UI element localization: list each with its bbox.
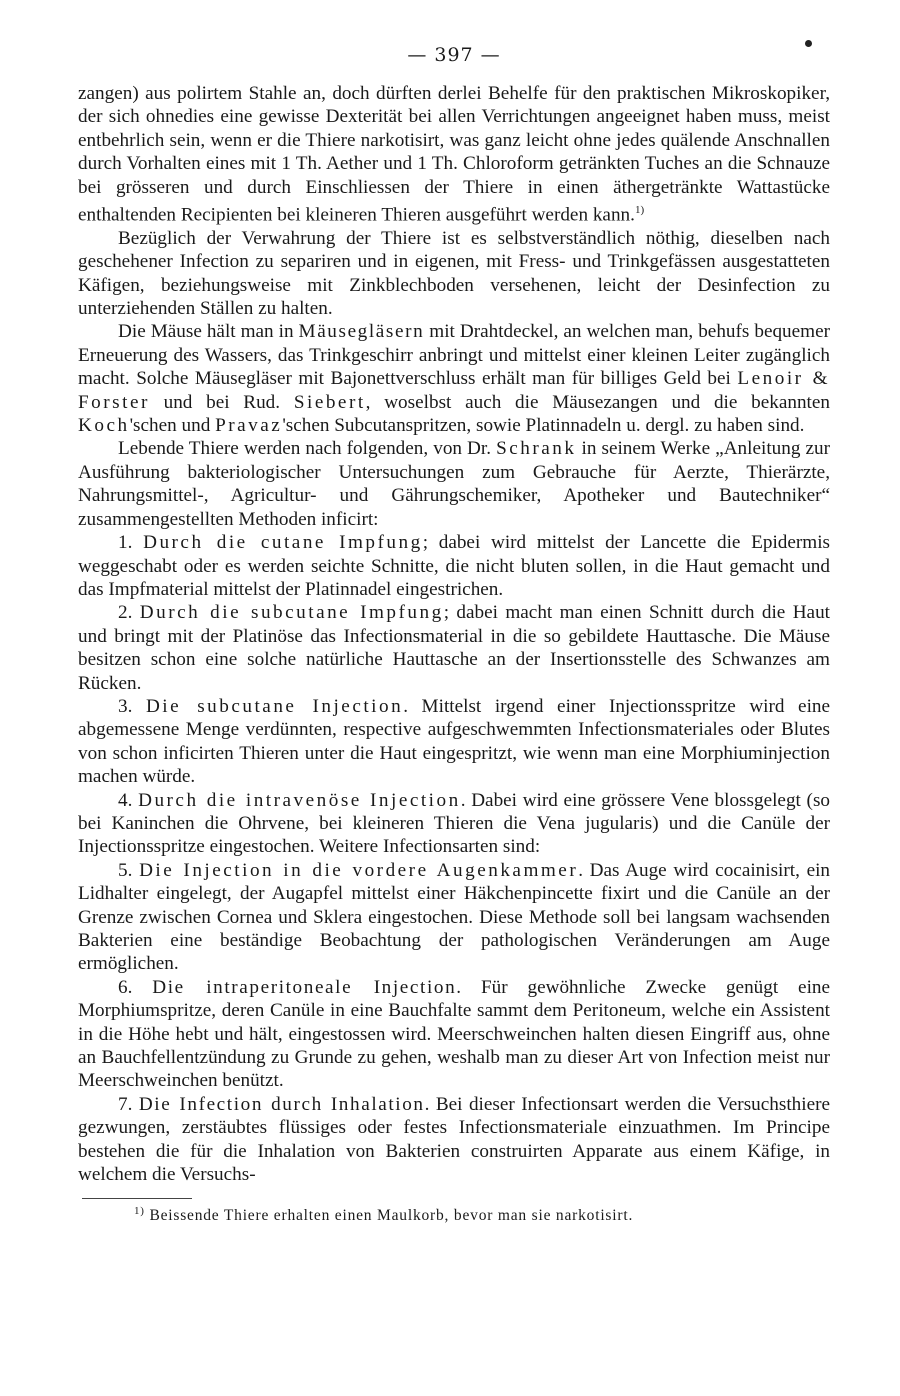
footnote [134,1205,830,1225]
method-7: 7. Die Infection durch Inhalation. Bei dieser Infectionsart werden die Versuchsthiere gezwungen, zerstäubtes flüssiges oder festes Infectionsmateriale einzuathmen. Im Principe bestehen die für die Inhalation von Bakterien construirten Apparate aus einem Käfige, in welchem die Versuchs- [78,1093,831,1186]
spaced-name: Siebert [293,391,366,413]
spaced-name: Schrank [496,438,577,460]
spaced-name: Pravaz [215,415,283,437]
footnote-reference: 1) [634,204,645,217]
spaced-name: Koch [78,415,130,437]
method-2: 2. Durch die subcutane Impfung; dabei macht man einen Schnitt durch die Haut und bringt mit der Platinöse das Infectionsmaterial in die so gebildete Hauttasche. Die Mäuse besitzen schon eine solche natürliche Hauttasche an der Insertionsstelle des Schwanzes am Rücken. [78,602,830,694]
footnote-text: Beissende Thiere erhalten einen Maulkorb, bevor man sie narkotisirt. [144,1207,634,1225]
paragraph-3: Die Mäuse hält man in Mäusegläsern mit Drahtdeckel, an welchen man, behufs bequemer Erneuerung des Wassers, das Trinkgeschirr anbringt und mittelst einer kleinen Leiter zugänglich macht. Solche Mäusegläser mit Bajonettverschluss erhält man für billiges Geld bei Lenoir & Forster und bei Rud. Siebert, woselbst auch die Mäusezangen und die bekannten Koch'schen und Pravaz'schen Subcutanspritzen, sowie Platinnadeln u. dergl. zu haben sind. [78,321,830,437]
method-4: 4. Durch die intravenöse Injection. Dabei wird eine grössere Vene blossgelegt (so bei Kaninchen die Ohrvene, bei kleineren Thieren die Vena jugularis) und die Canüle der Injectionsspritze eingestochen. Weitere Infectionsarten sind: [78,789,831,858]
page-number: — 397 — [407,44,501,66]
method-title: Die subcutane Injection [145,695,404,717]
method-3: 3. Die subcutane Injection. Mittelst irgend einer Injectionsspritze wird eine abgemessene Menge verdünnten, respective aufgeschwemmten Infectionsmateriales oder Blutes von schon inficirten Thieren unter die Haut eingespritzt, wie wenn man eine Morphiuminjection machen würde. [78,695,831,788]
method-title: Die intraperitoneale Injection [152,976,457,998]
method-title: Die Infection durch Inhalation [138,1093,425,1115]
method-1: 1. Durch die cutane Impfung; dabei wird mittelst der Lancette die Epidermis weggeschabt oder es werden seichte Schnitte, die nicht bluten sollen, in die Haut gemacht und das Impfmaterial mittelst der Platinnadel eingestrichen. [78,532,831,600]
paragraph-4: Lebende Thiere werden nach folgenden, von Dr. Schrank in seinem Werke „Anleitung zur Ausführung bakteriologischer Untersuchungen zum Gebrauche für Aerzte, Thierärzte, Nahrungsmittel-, Agricultur- und Gährungschemiker, Apotheker und Bautechniker“ zusammengestellten Methoden inficirt: [78,438,830,530]
paragraph-1: zangen) aus polirtem Stahle an, doch dürften derlei Behelfe für den praktischen Mikroskopiker, der sich ohnedies eine gewisse Dexterität bei allen Verrichtungen angeeignet haben muss, meist entbehrlich sein, wenn er die Thiere narkotisirt, was ganz leicht ohne jedes quälende Anschnallen durch Vorhalten eines mit 1 Th. Aether und 1 Th. Chloroform getränkten Tuches an die Schnauze bei grösseren und durch Einschliessen der Thiere in einen äthergetränkte Wattastücke enthaltenden Recipienten bei kleineren Thieren ausgeführt werden kann.$^{1)}$ [78,83,830,226]
method-title: Durch die subcutane Impfung [139,602,444,624]
footnote-divider [82,1198,192,1199]
page-body [78,82,830,1186]
method-5: 5. Die Injection in die vordere Augenkammer. Das Auge wird cocainisirt, ein Lidhalter eingelegt, der Augapfel mittelst einer Häkchenpincette fixirt und die Canüle an der Grenze zwischen Cornea und Sklera eingestochen. Diese Methode soll bei langsam wachsenden Bakterien eine beständige Beobachtung der pathologischen Veränderungen am Auge ermöglichen. [78,859,831,975]
spaced-term: Mäusegläsern [298,321,425,343]
page [78,44,830,1226]
paragraph-2: Bezüglich der Verwahrung der Thiere ist es selbstverständlich nöthig, dieselben nach geschehener Infection zu separiren und in eigenen, mit Fress- und Trinkgefässen ausgestatteten Käfigen, beziehungsweise mit Zinkblechboden versehenen, leicht der Desinfection zu unterziehenden Ställen zu halten. [78,227,830,320]
method-title: Die Injection in die vordere Augenkammer [139,859,579,881]
method-6: 6. Die intraperitoneale Injection. Für gewöhnliche Zwecke genügt eine Morphiumspritze, deren Canüle in eine Bauchfalte sammt dem Peritoneum, welche ein Assistent in die Höhe hebt und hält, eingestossen wird. Meerschweinchen halten diesen Eingriff aus, ohne an Bauchfellentzündung zu Grunde zu gehen, weshalb man zu dieser Art von Infection meist nur Meerschweinchen benützt. [78,976,831,1092]
method-title: Durch die cutane Impfung [143,532,423,554]
footnote-mark: 1) [134,1205,145,1218]
spaced-name: Lenoir & Forster [78,368,830,413]
method-title: Durch die intravenöse Injection [138,789,461,811]
